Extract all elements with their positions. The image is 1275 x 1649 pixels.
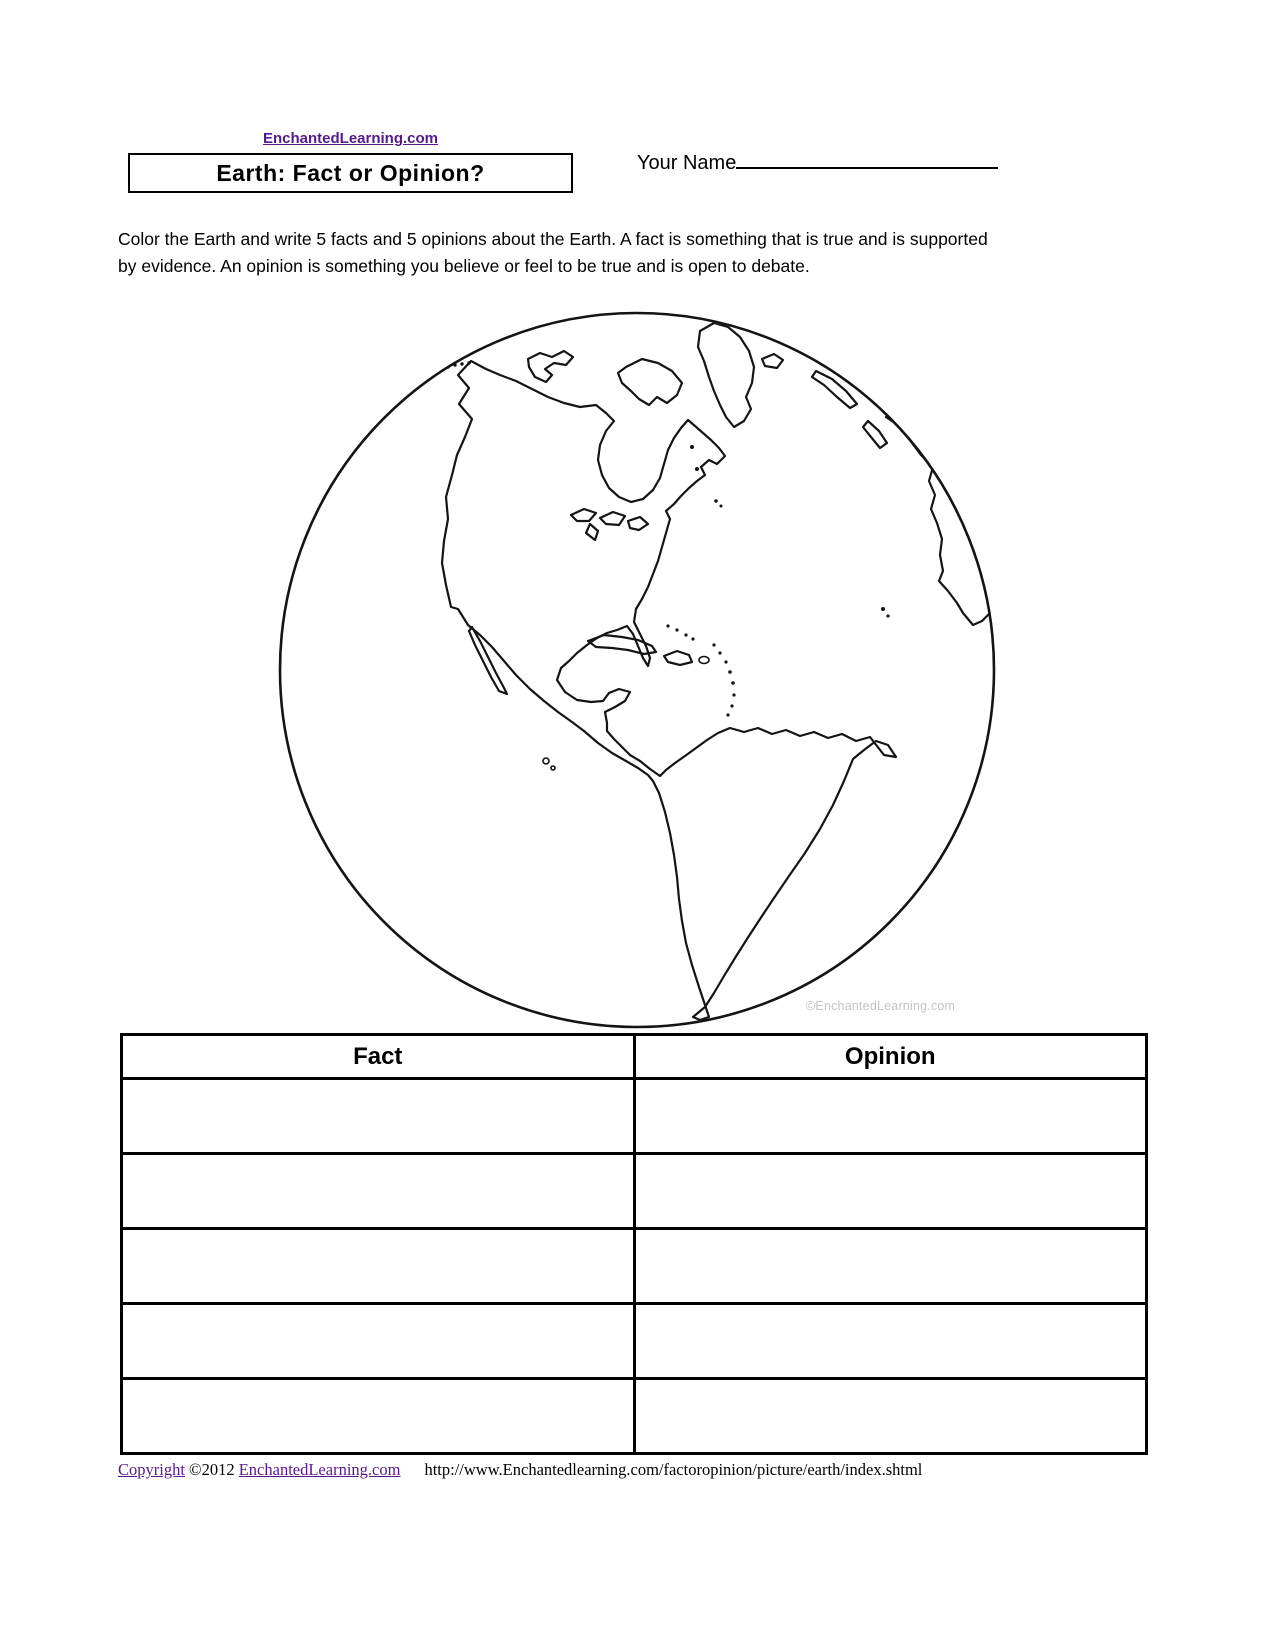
opinion-column-header: Opinion bbox=[844, 1042, 936, 1070]
atlantic-dot-2 bbox=[886, 614, 889, 617]
quebec-dot bbox=[690, 445, 694, 449]
header-site-link-wrap bbox=[128, 130, 573, 147]
fact-cell bbox=[123, 1380, 636, 1452]
fact-cell bbox=[123, 1305, 636, 1377]
british-isles-sliver bbox=[863, 421, 887, 448]
fact-column-header: Fact bbox=[123, 1036, 636, 1077]
copyright-link[interactable]: Copyright bbox=[118, 1460, 185, 1479]
offshore-dot bbox=[714, 499, 718, 503]
africa-west-coast bbox=[886, 417, 990, 625]
victoria-island bbox=[528, 351, 573, 382]
globe-circle bbox=[280, 313, 994, 1027]
americas-outline bbox=[442, 361, 896, 1020]
opinion-cell bbox=[636, 1380, 1146, 1452]
galapagos-rings bbox=[543, 758, 555, 770]
puerto-rico bbox=[699, 657, 709, 664]
atlantic-dot bbox=[881, 607, 885, 611]
fact-cell bbox=[123, 1080, 636, 1152]
name-blank-line bbox=[736, 147, 998, 169]
title-box bbox=[128, 153, 573, 193]
fact-opinion-table-body bbox=[123, 1080, 1145, 1452]
your-name-field bbox=[637, 147, 998, 175]
opinion-cell bbox=[636, 1305, 1146, 1377]
continents-group bbox=[439, 323, 990, 1020]
site-link[interactable]: EnchantedLearning.com bbox=[262, 130, 439, 147]
instructions bbox=[118, 226, 988, 280]
bahamas-dots bbox=[666, 624, 694, 640]
fact-opinion-table bbox=[120, 1033, 1148, 1455]
great-lakes bbox=[571, 509, 648, 540]
iceland bbox=[762, 354, 783, 368]
page-title: Earth: Fact or Opinion? bbox=[216, 159, 485, 186]
your-name-label: Your Name bbox=[637, 152, 737, 174]
opinion-cell bbox=[636, 1080, 1146, 1152]
copyright-year: ©2012 bbox=[189, 1460, 235, 1479]
opinion-cell bbox=[636, 1230, 1146, 1302]
quebec-dot-2 bbox=[695, 467, 699, 471]
instructions-line-2: by evidence. An opinion is something you believe or feel to be true and is open to debate. bbox=[118, 256, 810, 276]
instructions-line-1: Color the Earth and write 5 facts and 5 opinions about the Earth. A fact is something that is true and is supported bbox=[118, 229, 988, 249]
table-row bbox=[123, 1380, 1145, 1452]
table-row bbox=[123, 1305, 1145, 1380]
table-row bbox=[123, 1155, 1145, 1230]
earth-globe-illustration bbox=[276, 309, 998, 1031]
cuba bbox=[588, 635, 656, 654]
offshore-dot-2 bbox=[720, 505, 723, 508]
fact-cell bbox=[123, 1155, 636, 1227]
footer bbox=[118, 1460, 922, 1480]
table-header-row bbox=[123, 1036, 1145, 1080]
opinion-cell bbox=[636, 1155, 1146, 1227]
watermark: ©EnchantedLearning.com bbox=[806, 999, 956, 1013]
footer-site-link[interactable]: EnchantedLearning.com bbox=[238, 1460, 401, 1479]
greenland bbox=[698, 323, 754, 427]
table-row bbox=[123, 1230, 1145, 1305]
scandinavia-sliver bbox=[812, 371, 857, 408]
footer-url: http://www.Enchantedlearning.com/factoropinion/picture/earth/index.shtml bbox=[424, 1460, 923, 1479]
fact-cell bbox=[123, 1230, 636, 1302]
baja-peninsula bbox=[469, 627, 507, 694]
baffin-island bbox=[618, 359, 682, 405]
hispaniola bbox=[664, 651, 692, 665]
table-row bbox=[123, 1080, 1145, 1155]
lesser-antilles-dots bbox=[712, 643, 735, 716]
